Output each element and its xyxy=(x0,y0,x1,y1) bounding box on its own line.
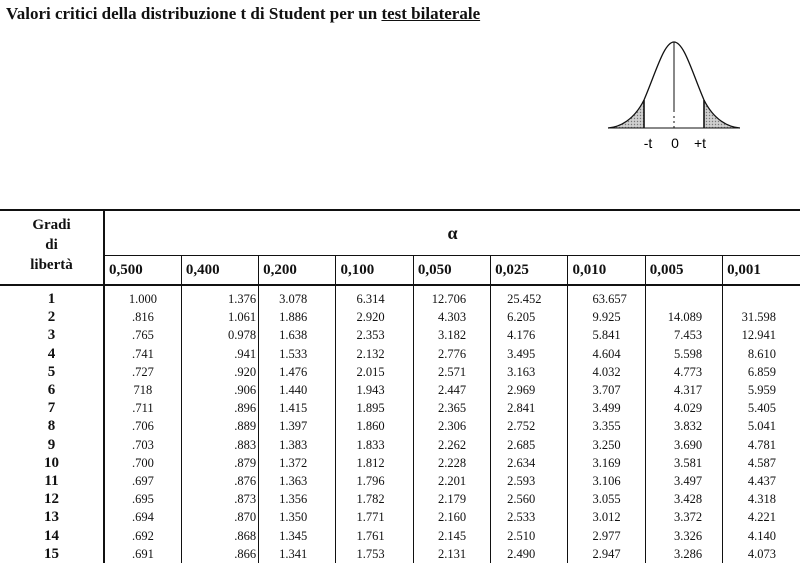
alpha-level: 0,100 xyxy=(336,256,413,286)
value-cell: 2.685 xyxy=(491,436,568,454)
value-cell: 1.812 xyxy=(336,454,413,472)
value-cell: .700 xyxy=(104,454,181,472)
alpha-level: 0,200 xyxy=(259,256,336,286)
value-cell: 2.447 xyxy=(413,381,490,399)
value-cell: 2.533 xyxy=(491,508,568,526)
value-cell: 2.228 xyxy=(413,454,490,472)
df-cell: 9 xyxy=(0,436,104,454)
value-cell: 1.350 xyxy=(259,508,336,526)
value-cell: 2.365 xyxy=(413,399,490,417)
value-cell: 63.657 xyxy=(568,285,645,308)
table-row xyxy=(0,308,800,326)
value-cell: 1.061 xyxy=(181,308,258,326)
df-cell: 6 xyxy=(0,381,104,399)
value-cell: 6.205 xyxy=(491,308,568,326)
value-cell: 1.356 xyxy=(259,490,336,508)
value-cell: 3.250 xyxy=(568,436,645,454)
value-cell: 6.314 xyxy=(336,285,413,308)
value-cell: 4.773 xyxy=(645,363,722,381)
value-cell: 2.179 xyxy=(413,490,490,508)
value-cell: 3.581 xyxy=(645,454,722,472)
df-cell: 2 xyxy=(0,308,104,326)
value-cell: 1.476 xyxy=(259,363,336,381)
value-cell: 2.977 xyxy=(568,526,645,544)
value-cell: 3.372 xyxy=(645,508,722,526)
value-cell: .703 xyxy=(104,436,181,454)
table-row xyxy=(0,345,800,363)
df-cell: 12 xyxy=(0,490,104,508)
value-cell: 2.920 xyxy=(336,308,413,326)
alpha-level: 0,050 xyxy=(413,256,490,286)
value-cell: 1.886 xyxy=(259,308,336,326)
value-cell: .920 xyxy=(181,363,258,381)
value-cell: .876 xyxy=(181,472,258,490)
value-cell: 5.041 xyxy=(747,419,776,434)
value-cell: 1.533 xyxy=(259,345,336,363)
value-cell: 1.372 xyxy=(259,454,336,472)
critical-values-table xyxy=(0,209,800,563)
table-row xyxy=(0,454,800,472)
value-cell: 2.132 xyxy=(336,345,413,363)
value-cell: 3.326 xyxy=(645,526,722,544)
value-cell: 1.397 xyxy=(259,417,336,435)
value-cell: 2.160 xyxy=(413,508,490,526)
value-cell: 2.201 xyxy=(413,472,490,490)
value-cell: 4.318 xyxy=(747,492,776,507)
value-cell: 1.895 xyxy=(336,399,413,417)
value-cell: 4.587 xyxy=(747,455,776,470)
title-underlined: test bilaterale xyxy=(381,4,481,23)
value-cell: .896 xyxy=(181,399,258,417)
value-cell: 3.499 xyxy=(568,399,645,417)
value-cell: 5.959 xyxy=(747,383,776,398)
value-cell: 4.029 xyxy=(645,399,722,417)
degrees-of-freedom-header xyxy=(0,210,104,285)
df-cell: 15 xyxy=(0,545,104,563)
value-cell: 8.610 xyxy=(747,346,776,361)
alpha-level: 0,005 xyxy=(645,256,722,286)
value-cell: 3.182 xyxy=(413,326,490,344)
value-cell: .727 xyxy=(104,363,181,381)
value-cell: .941 xyxy=(181,345,258,363)
value-cell: 2.510 xyxy=(491,526,568,544)
table-row xyxy=(0,472,800,490)
table-body xyxy=(0,285,800,563)
value-cell: 4.221 xyxy=(747,510,776,525)
table-row xyxy=(0,285,800,308)
label-minus-t: -t xyxy=(643,135,653,151)
value-cell: 1.345 xyxy=(259,526,336,544)
value-cell: 718 xyxy=(104,381,181,399)
value-cell: 1.440 xyxy=(259,381,336,399)
value-cell: 4.604 xyxy=(568,345,645,363)
table-row xyxy=(0,417,800,435)
value-cell: 3.832 xyxy=(645,417,722,435)
value-cell: 1.363 xyxy=(259,472,336,490)
table-row xyxy=(0,508,800,526)
df-cell: 13 xyxy=(0,508,104,526)
value-cell: 1.860 xyxy=(336,417,413,435)
value-cell: .870 xyxy=(181,508,258,526)
df-cell: 11 xyxy=(0,472,104,490)
value-cell: 5.598 xyxy=(645,345,722,363)
value-cell: 7.453 xyxy=(645,326,722,344)
header-line-1: Gradi xyxy=(32,217,71,233)
value-cell: 2.634 xyxy=(491,454,568,472)
alpha-level: 0,400 xyxy=(181,256,258,286)
value-cell: .706 xyxy=(104,417,181,435)
value-cell: 1.771 xyxy=(336,508,413,526)
table-row xyxy=(0,381,800,399)
value-cell: .694 xyxy=(104,508,181,526)
value-cell: 2.776 xyxy=(413,345,490,363)
value-cell: 4.303 xyxy=(413,308,490,326)
value-cell: 2.752 xyxy=(491,417,568,435)
value-cell: 1.782 xyxy=(336,490,413,508)
value-cell: 6.859 xyxy=(747,364,776,379)
table-row xyxy=(0,399,800,417)
value-cell xyxy=(723,285,800,308)
value-cell: 4.781 xyxy=(747,437,776,452)
value-cell: 3.286 xyxy=(645,545,722,563)
value-cell: .879 xyxy=(181,454,258,472)
value-cell xyxy=(645,285,722,308)
title-text: Valori critici della distribuzione t di Student per un xyxy=(6,4,382,23)
value-cell: 1.796 xyxy=(336,472,413,490)
table-row xyxy=(0,326,800,344)
df-cell: 3 xyxy=(0,326,104,344)
value-cell: 3.707 xyxy=(568,381,645,399)
value-cell: .765 xyxy=(104,326,181,344)
alpha-level: 0,500 xyxy=(104,256,181,286)
df-cell: 4 xyxy=(0,345,104,363)
value-cell: 3.495 xyxy=(491,345,568,363)
value-cell: 2.593 xyxy=(491,472,568,490)
alpha-level: 0,010 xyxy=(568,256,645,286)
value-cell: .873 xyxy=(181,490,258,508)
value-cell: 3.163 xyxy=(491,363,568,381)
value-cell: .816 xyxy=(104,308,181,326)
alpha-level: 0,001 xyxy=(723,256,800,286)
value-cell: 2.560 xyxy=(491,490,568,508)
value-cell: 1.761 xyxy=(336,526,413,544)
value-cell: 1.833 xyxy=(336,436,413,454)
df-cell: 7 xyxy=(0,399,104,417)
value-cell: 1.415 xyxy=(259,399,336,417)
value-cell: 12.706 xyxy=(413,285,490,308)
label-plus-t: +t xyxy=(693,135,707,151)
value-cell: 4.176 xyxy=(491,326,568,344)
value-cell: 4.140 xyxy=(747,528,776,543)
value-cell: 1.341 xyxy=(259,545,336,563)
right-tail-shading xyxy=(704,100,740,128)
value-cell: 1.383 xyxy=(259,436,336,454)
value-cell: 2.969 xyxy=(491,381,568,399)
alpha-level: 0,025 xyxy=(491,256,568,286)
value-cell: .697 xyxy=(104,472,181,490)
label-zero: 0 xyxy=(671,135,679,151)
value-cell: .692 xyxy=(104,526,181,544)
value-cell: 3.428 xyxy=(645,490,722,508)
df-cell: 5 xyxy=(0,363,104,381)
value-cell: .711 xyxy=(104,399,181,417)
table-row xyxy=(0,363,800,381)
value-cell: 3.497 xyxy=(645,472,722,490)
value-cell: 3.169 xyxy=(568,454,645,472)
table-row xyxy=(0,526,800,544)
left-tail-shading xyxy=(608,100,644,128)
value-cell: 9.925 xyxy=(568,308,645,326)
value-cell: 2.145 xyxy=(413,526,490,544)
value-cell: .741 xyxy=(104,345,181,363)
value-cell: 4.317 xyxy=(645,381,722,399)
value-cell: 12.941 xyxy=(741,328,776,343)
value-cell: 14.089 xyxy=(645,308,722,326)
value-cell: .866 xyxy=(181,545,258,563)
value-cell: .691 xyxy=(104,545,181,563)
value-cell: 4.073 xyxy=(747,546,776,561)
value-cell: 2.571 xyxy=(413,363,490,381)
value-cell: 2.306 xyxy=(413,417,490,435)
value-cell: 4.032 xyxy=(568,363,645,381)
table-row xyxy=(0,545,800,563)
value-cell: 3.106 xyxy=(568,472,645,490)
value-cell: 25.452 xyxy=(491,285,568,308)
value-cell: .906 xyxy=(181,381,258,399)
value-cell: 2.015 xyxy=(336,363,413,381)
value-cell: .695 xyxy=(104,490,181,508)
value-cell: 4.437 xyxy=(747,473,776,488)
alpha-header: α xyxy=(104,210,800,256)
value-cell: 1.638 xyxy=(259,326,336,344)
value-cell: 5.405 xyxy=(747,401,776,416)
value-cell: .868 xyxy=(181,526,258,544)
value-cell: .883 xyxy=(181,436,258,454)
df-cell: 14 xyxy=(0,526,104,544)
page-title xyxy=(6,4,480,24)
value-cell: 2.353 xyxy=(336,326,413,344)
header-line-3: libertà xyxy=(30,257,73,273)
table-row xyxy=(0,436,800,454)
value-cell: 1.000 xyxy=(104,285,181,308)
value-cell: 31.598 xyxy=(741,310,776,325)
value-cell: 0.978 xyxy=(181,326,258,344)
value-cell: 1.753 xyxy=(336,545,413,563)
value-cell: 3.690 xyxy=(645,436,722,454)
df-cell: 10 xyxy=(0,454,104,472)
df-cell: 8 xyxy=(0,417,104,435)
value-cell: 2.262 xyxy=(413,436,490,454)
value-cell: 3.055 xyxy=(568,490,645,508)
value-cell: 2.947 xyxy=(568,545,645,563)
value-cell: 2.841 xyxy=(491,399,568,417)
value-cell: 1.376 xyxy=(181,285,258,308)
header-line-2: di xyxy=(45,237,58,253)
value-cell: .889 xyxy=(181,417,258,435)
value-cell: 3.355 xyxy=(568,417,645,435)
value-cell: 5.841 xyxy=(568,326,645,344)
value-cell: 3.012 xyxy=(568,508,645,526)
alpha-levels-row xyxy=(0,256,800,286)
table-row xyxy=(0,490,800,508)
df-cell: 1 xyxy=(0,285,104,308)
value-cell: 2.131 xyxy=(413,545,490,563)
value-cell: 1.943 xyxy=(336,381,413,399)
value-cell: 3.078 xyxy=(259,285,336,308)
value-cell: 2.490 xyxy=(491,545,568,563)
t-distribution-figure xyxy=(600,36,760,156)
